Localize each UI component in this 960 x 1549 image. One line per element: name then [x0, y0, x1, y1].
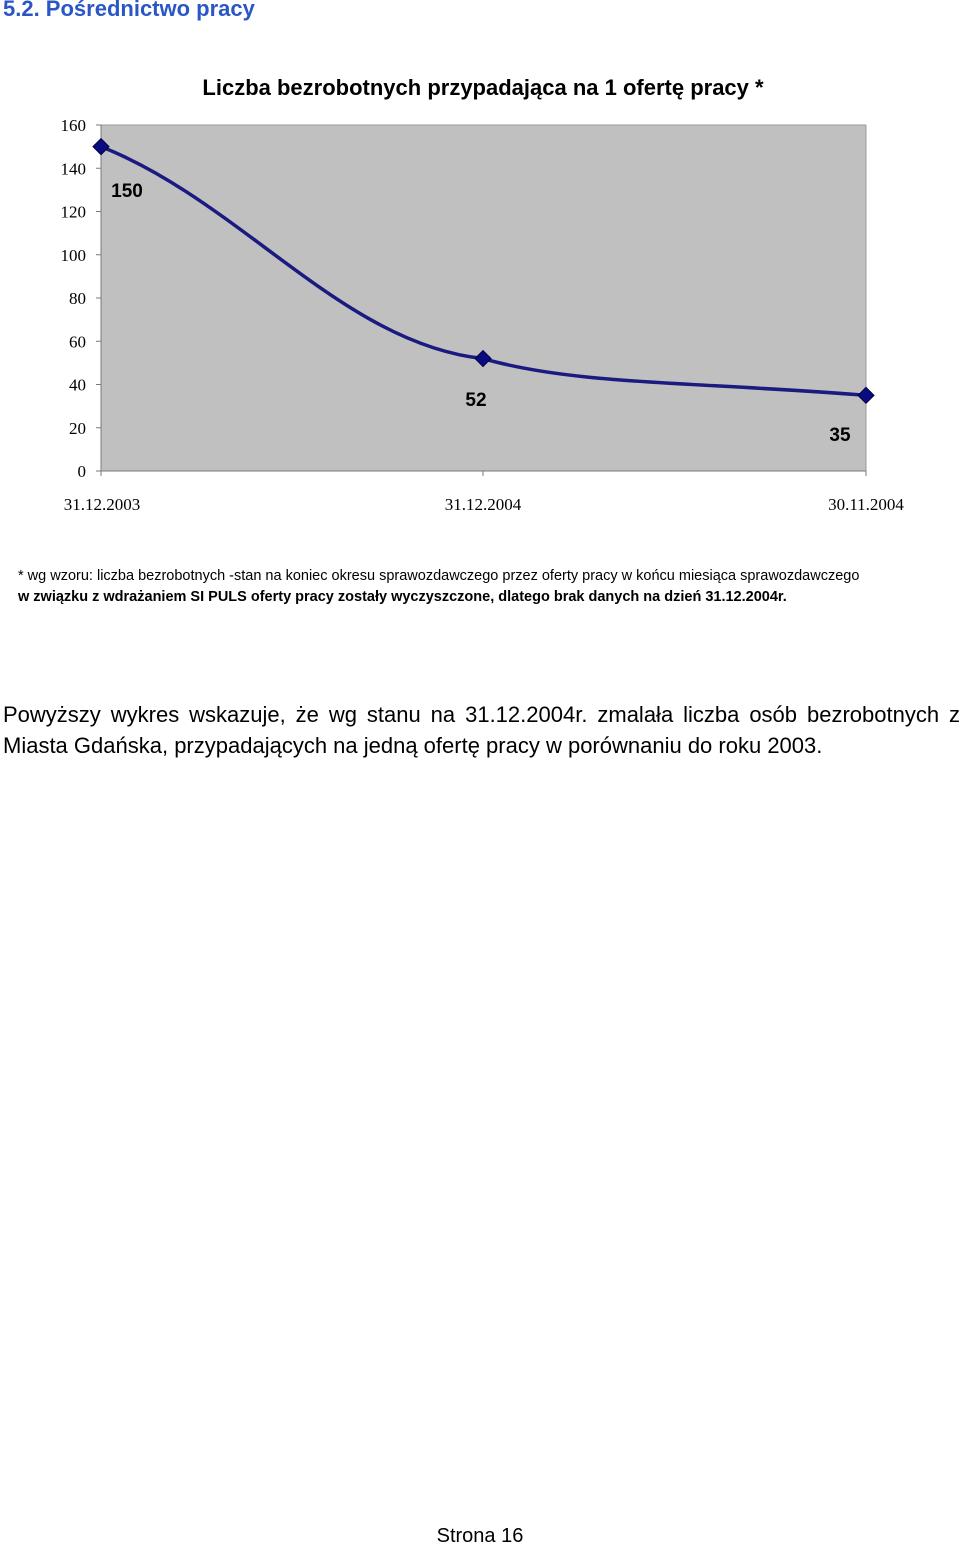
y-tick-label: 80: [69, 289, 86, 308]
plot-background: [101, 125, 866, 471]
y-tick-label: 100: [60, 245, 86, 265]
y-tick-label: 40: [69, 375, 86, 395]
section-title: 5.2. Pośrednictwo pracy: [3, 0, 255, 21]
chart-svg: [0, 60, 960, 530]
y-tick-label: 60: [69, 332, 86, 352]
data-label: 35: [829, 425, 851, 446]
data-label: 52: [465, 390, 487, 411]
x-tick-label: 30.11.2004: [828, 495, 904, 514]
x-tick-label: 31.12.2003: [63, 495, 141, 514]
y-tick-label: 140: [60, 159, 86, 179]
y-tick-label: 20: [69, 418, 86, 438]
y-tick-label: 120: [60, 202, 86, 222]
data-label: 150: [111, 181, 143, 202]
chart-footnote: [18, 566, 948, 608]
footnote-note: w związku z wdrażaniem SI PULS oferty pracy zostały wyczyszczone, dlatego brak danych na dzień 31.12.2004r.: [18, 589, 787, 605]
chart-title: Liczba bezrobotnych przypadająca na 1 ofertę pracy *: [202, 75, 764, 100]
footnote-formula: * wg wzoru: liczba bezrobotnych -stan na koniec okresu sprawozdawczego przez oferty pracy w końcu miesiąca sprawozdawczego: [18, 568, 860, 584]
plot-area: [101, 125, 866, 471]
x-axis: [64, 471, 905, 514]
line-chart: [0, 60, 960, 530]
summary-paragraph: Powyższy wykres wskazuje, że wg stanu na 31.12.2004r. zmalała liczba osób bezrobotnych z Miasta Gdańska, przypadających na jedną ofertę pracy w porównaniu do roku 2003.: [3, 702, 960, 758]
y-tick-label: 160: [60, 116, 86, 135]
page-number: Strona 16: [436, 1525, 524, 1547]
y-tick-label: 0: [77, 462, 86, 481]
y-axis: [61, 116, 102, 481]
x-tick-label: 31.12.2004: [444, 495, 522, 514]
